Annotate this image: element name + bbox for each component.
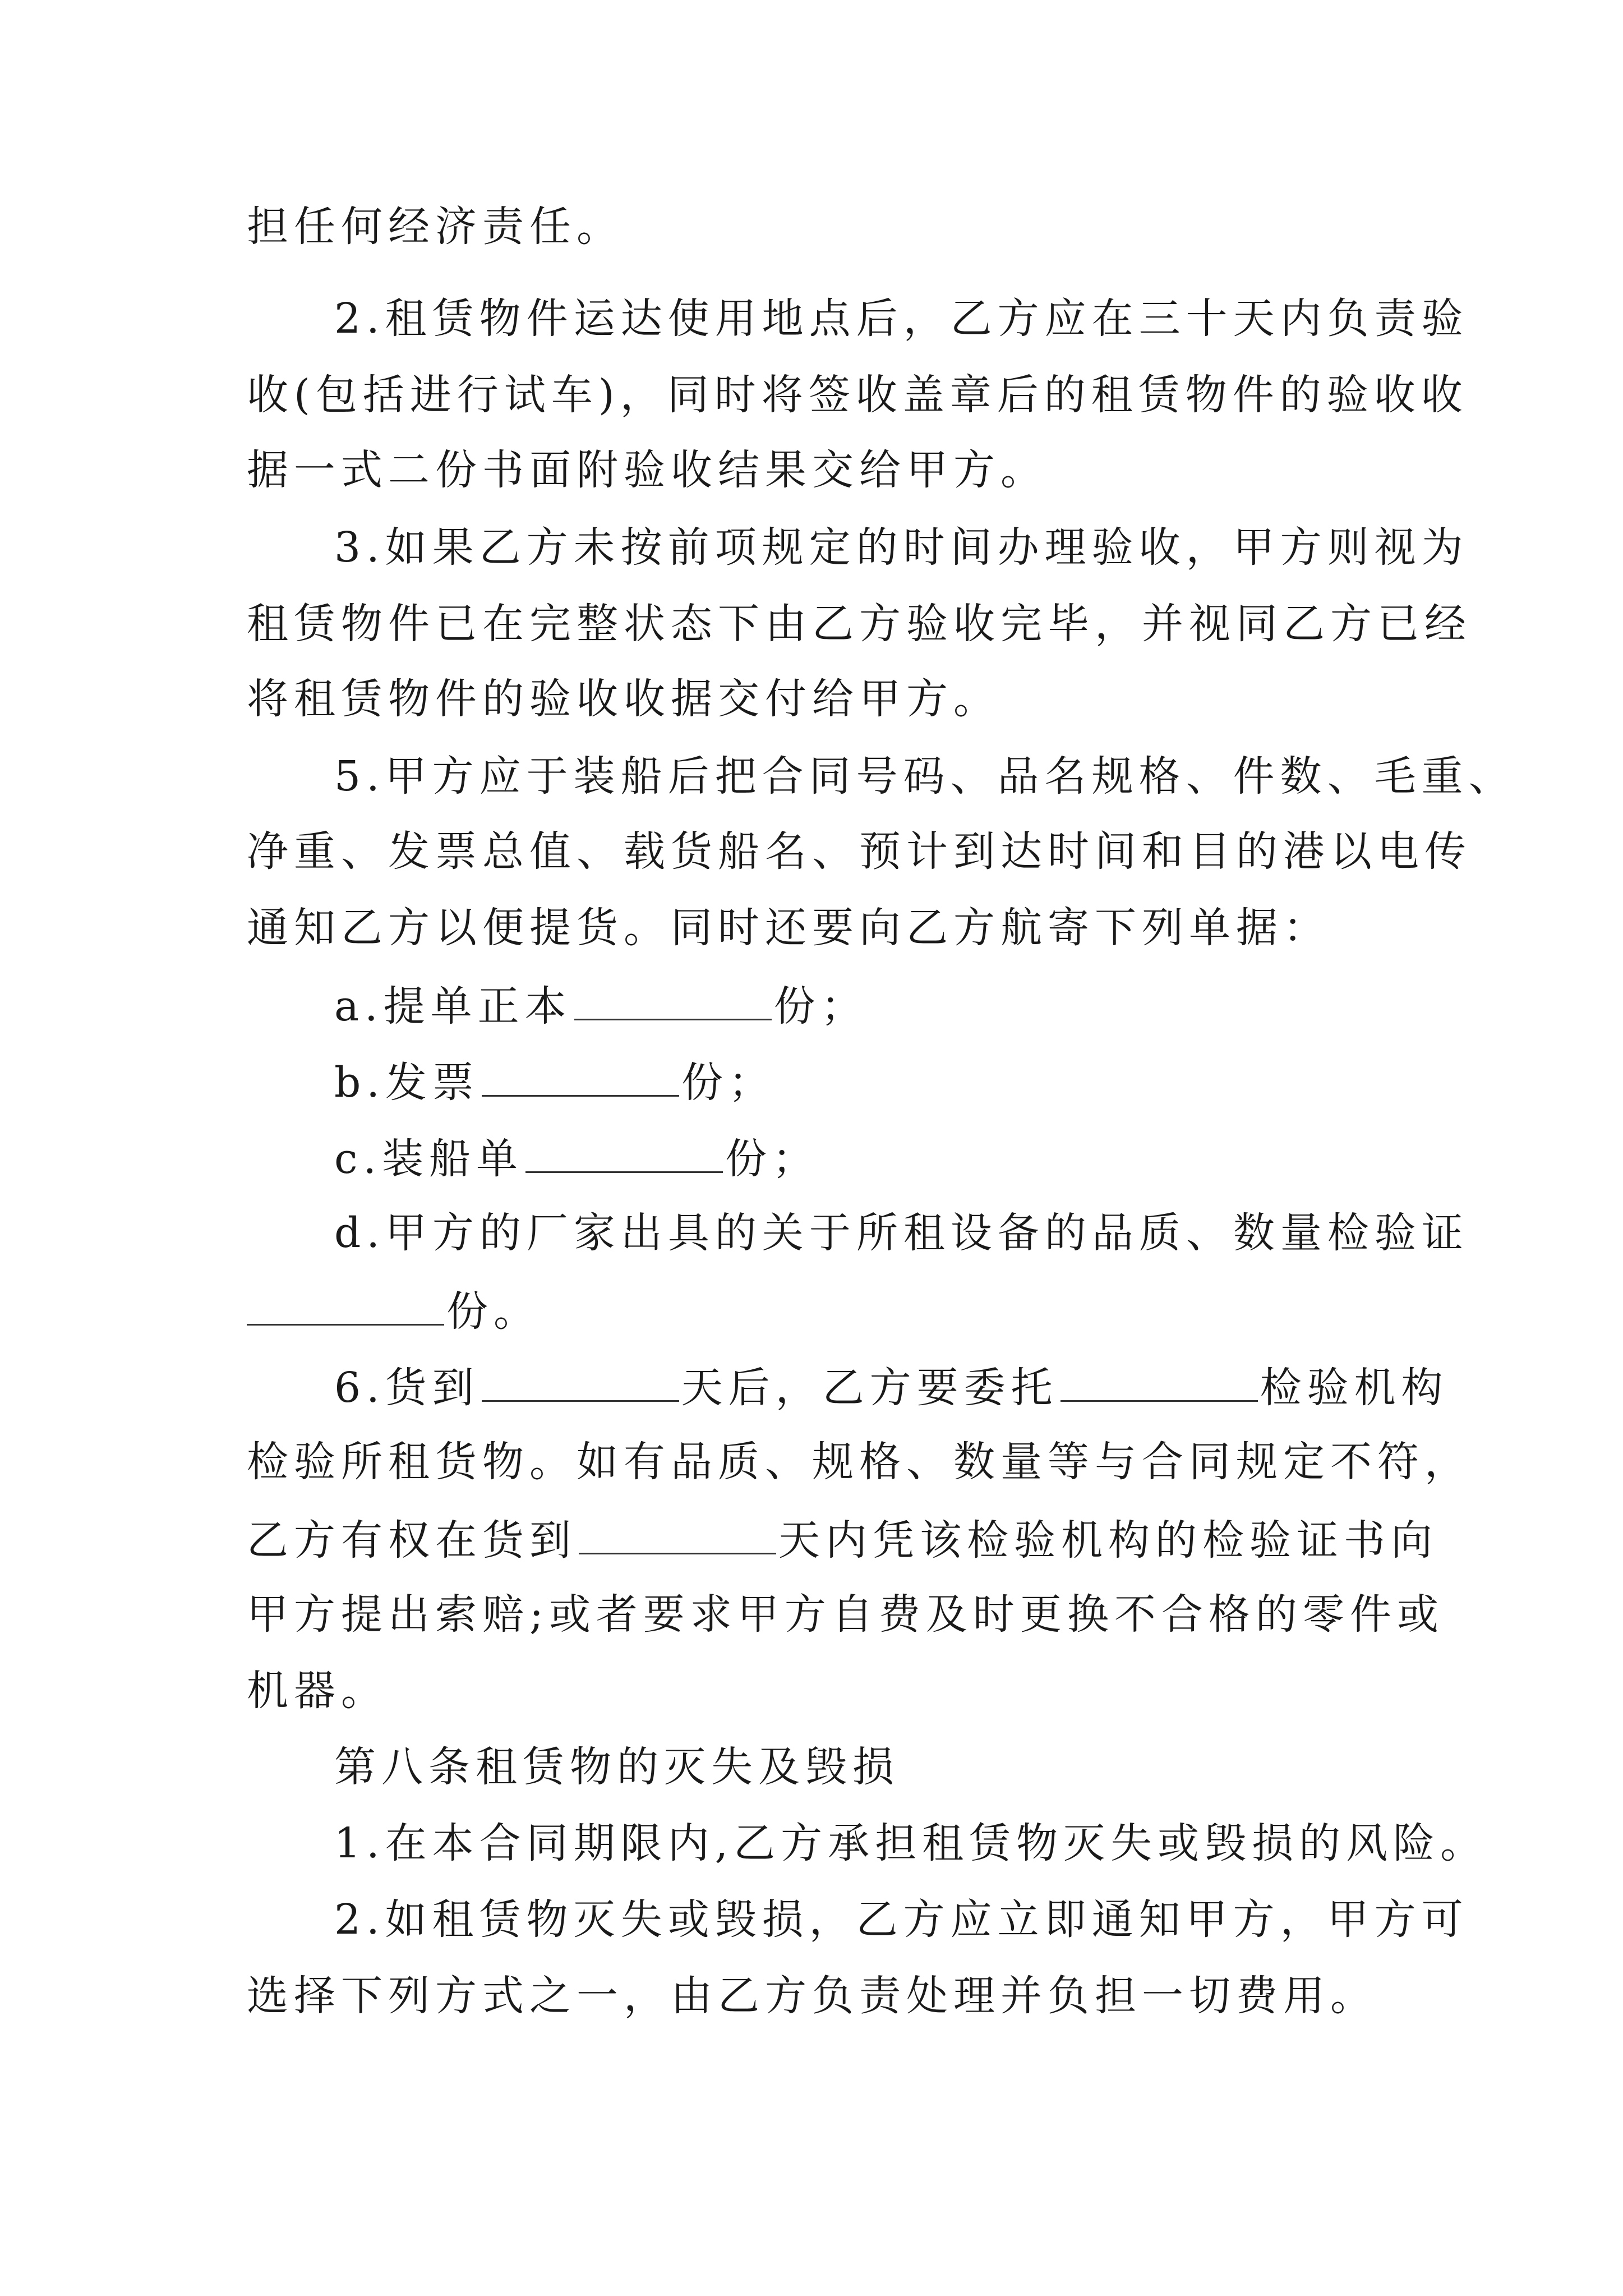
line-text: 据一式二份书面附验收结果交给甲方。 — [247, 446, 1048, 494]
paragraph-line — [0, 1206, 1623, 1260]
paragraph-line — [0, 292, 1623, 346]
body-line — [0, 825, 1623, 878]
line-text: 份； — [725, 1135, 819, 1183]
line-text: 6.货到 — [334, 1364, 479, 1412]
fill-in-blank[interactable] — [247, 1282, 444, 1326]
line-text: 天后，乙方要委托 — [681, 1364, 1058, 1412]
line-text: b.发票 — [334, 1059, 479, 1107]
body-line — [0, 200, 1623, 254]
line-text: 检验所租货物。如有品质、规格、数量等与合同规定不符， — [247, 1438, 1472, 1486]
body-line — [0, 901, 1623, 955]
fill-in-blank[interactable] — [525, 1130, 723, 1173]
line-text: 机器。 — [247, 1667, 388, 1715]
fill-in-blank[interactable] — [574, 977, 772, 1020]
line-text: 2.租赁物件运达使用地点后，乙方应在三十天内负责验 — [334, 295, 1469, 343]
body-line — [0, 1511, 1623, 1567]
line-text: 3.如果乙方未按前项规定的时间办理验收，甲方则视为 — [334, 523, 1469, 572]
body-line — [0, 1588, 1623, 1641]
fill-in-blank[interactable] — [482, 1359, 679, 1402]
line-text: 5.甲方应于装船后把合同号码、品名规格、件数、毛重、 — [334, 752, 1516, 800]
line-text: 天内凭该检验机构的检验证书向 — [778, 1516, 1438, 1565]
body-line — [0, 1282, 1623, 1338]
body-line — [0, 597, 1623, 651]
line-text: 通知乙方以便提货。同时还要向乙方航寄下列单据： — [247, 904, 1330, 952]
line-text: 份。 — [446, 1287, 541, 1336]
line-text: 1.在本合同期限内,乙方承担租赁物灭失或毁损的风险。 — [334, 1819, 1488, 1867]
body-line — [0, 443, 1623, 497]
fill-in-blank[interactable] — [579, 1511, 776, 1554]
line-text: 将租赁物件的验收收据交付给甲方。 — [247, 675, 1000, 723]
paragraph-line — [0, 977, 1623, 1033]
line-text: 收(包括进行试车)，同时将签收盖章后的租赁物件的验收收 — [247, 371, 1468, 419]
paragraph-line — [0, 1893, 1623, 1947]
body-line — [0, 1664, 1623, 1718]
line-text: 份； — [773, 982, 868, 1030]
line-text: d.甲方的厂家出具的关于所租设备的品质、数量检验证 — [334, 1209, 1469, 1257]
line-text: 份； — [681, 1059, 776, 1107]
line-text: 检验机构 — [1260, 1364, 1449, 1412]
line-text: 选择下列方式之一，由乙方负责处理并负担一切费用。 — [247, 1972, 1377, 2020]
line-text: 担任何经济责任。 — [247, 203, 624, 251]
paragraph-line — [0, 1359, 1623, 1415]
paragraph-line — [0, 749, 1623, 803]
line-text: c.装船单 — [334, 1135, 523, 1183]
body-line — [0, 368, 1623, 422]
line-text: 甲方提出索赔;或者要求甲方自费及时更换不合格的零件或 — [247, 1590, 1444, 1639]
fill-in-blank[interactable] — [1061, 1359, 1258, 1402]
body-line — [0, 1969, 1623, 2023]
line-text: 第八条租赁物的灭失及毁损 — [334, 1743, 900, 1791]
paragraph-line — [0, 1130, 1623, 1186]
body-line — [0, 672, 1623, 726]
line-text: 净重、发票总值、载货船名、预计到达时间和目的港以电传 — [247, 827, 1472, 876]
line-text: 租赁物件已在完整状态下由乙方验收完毕，并视同乙方已经 — [247, 600, 1472, 648]
line-text: 2.如租赁物灭失或毁损，乙方应立即通知甲方，甲方可 — [334, 1895, 1469, 1944]
line-text: a.提单正本 — [334, 982, 572, 1030]
section-heading — [0, 1740, 1623, 1794]
fill-in-blank[interactable] — [482, 1053, 679, 1097]
paragraph-line — [0, 521, 1623, 574]
paragraph-line — [0, 1816, 1623, 1870]
line-text: 乙方有权在货到 — [247, 1516, 577, 1565]
paragraph-line — [0, 1053, 1623, 1110]
body-line — [0, 1435, 1623, 1489]
